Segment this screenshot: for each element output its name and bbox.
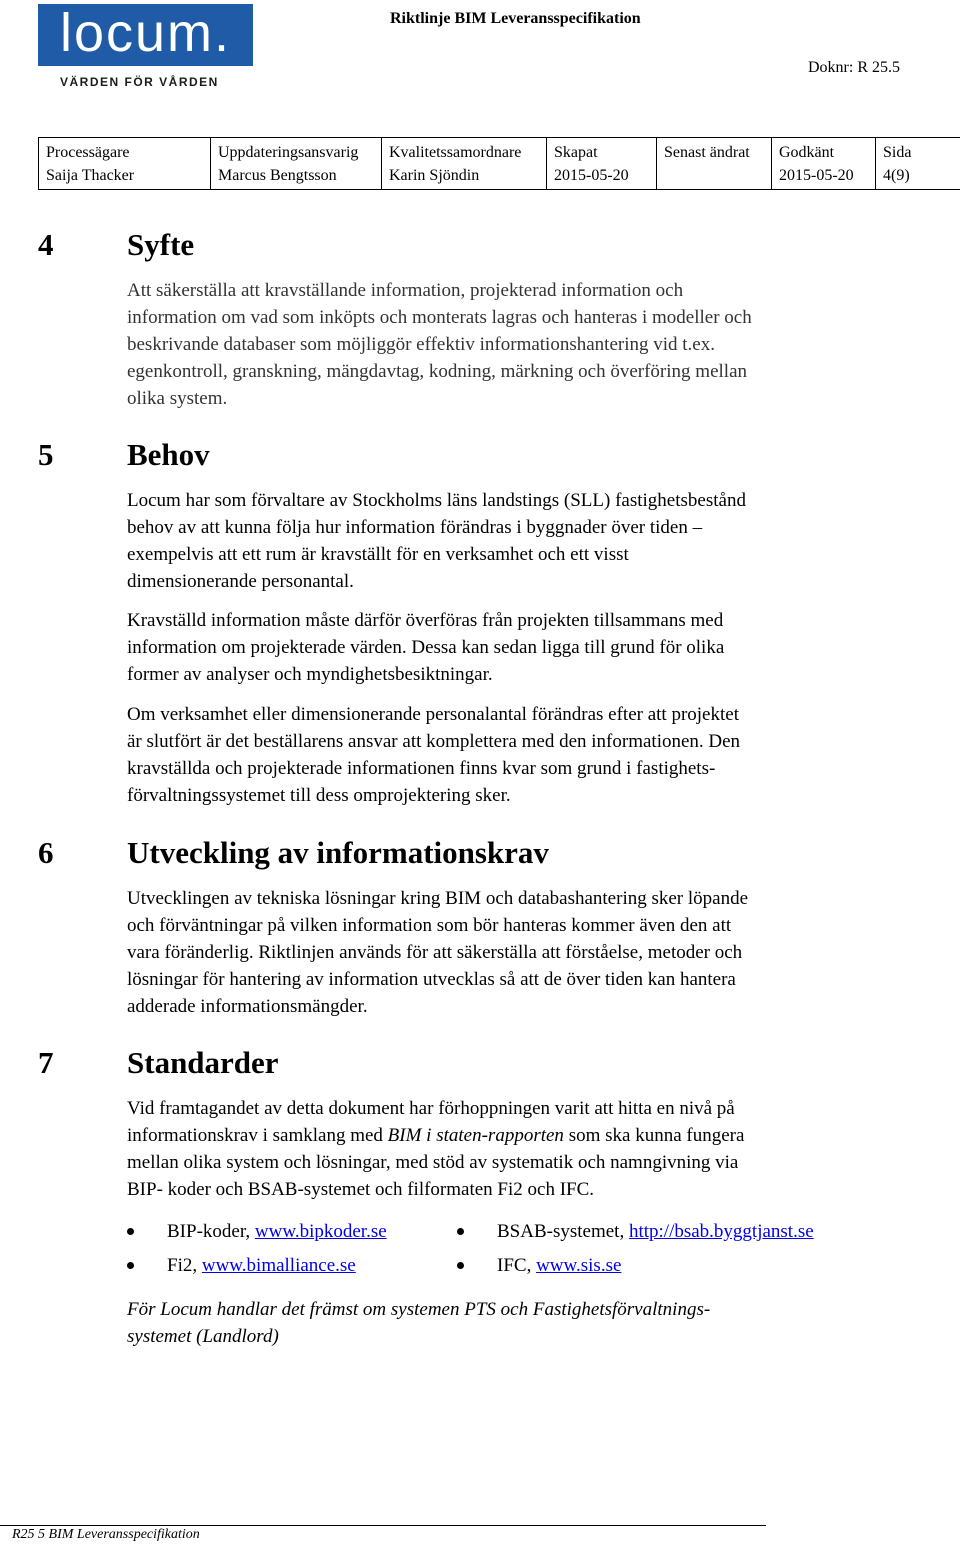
logo-tagline: VÄRDEN FÖR VÅRDEN [60,75,219,89]
metadata-label: Godkänt [779,144,835,161]
paragraph-line: och förväntningar på vilken information som bör hanteras kommer även den att [127,915,732,936]
metadata-label: Sida [883,144,912,161]
paragraph-line: är slutfört är det beställarens ansvar att komplettera med den informationen. Den [127,731,741,752]
paragraph-line: kravställda och projekterade informationen finns kvar som grund i fastighets- [127,758,716,779]
section-body-behov-p1 [127,487,927,595]
section-body-standarder [127,1095,927,1203]
paragraph-line: former av analyser och myndighetsbesiktningar. [127,664,493,685]
metadata-cell-processagare [39,138,211,190]
document-metadata-table [38,137,960,190]
section-heading-syfte [38,227,194,263]
bullet-label: BIP-koder, [167,1221,255,1242]
paragraph-line: Att säkerställa att kravställande information, projekterad information och [127,280,684,301]
metadata-value: Marcus Bengtsson [218,167,337,184]
text-run: som ska kunna fungera [563,1125,745,1146]
text-run: informationskrav i samklang med [127,1125,388,1146]
metadata-value: Karin Sjöndin [389,167,480,184]
section-body-syfte [127,277,927,412]
paragraph-line: systemet (Landlord) [127,1326,279,1347]
paragraph-line: adderade informationsmängder. [127,996,368,1017]
section-number: 5 [38,437,54,472]
link-bsab[interactable]: http://bsab.byggtjanst.se [628,1221,814,1242]
metadata-value [664,164,764,187]
paragraph-line: beskrivande databaser som möjliggör effektiv informationshantering vid t.ex. [127,334,715,355]
section-body-utveckling [127,885,927,1020]
metadata-label: Kvalitetssamordnare [389,144,522,161]
footer-text: R25 5 BIM Leveransspecifikation [12,1527,200,1542]
bullet-label: BSAB-systemet, [497,1221,629,1242]
section-heading-behov [38,437,210,473]
metadata-cell-senast-andrat [657,138,772,190]
section-heading-standarder [38,1045,279,1081]
document-title: Riktlinje BIM Leveransspecifikation [390,10,641,27]
paragraph-line: Om verksamhet eller dimensionerande personalantal förändras efter att projektet [127,704,739,725]
section-number: 4 [38,227,54,262]
link-bimalliance[interactable]: www.bimalliance.se [201,1255,356,1276]
paragraph-line: mellan olika system och lösningar, med stöd av systematik och namngivning via [127,1152,739,1173]
metadata-label: Skapat [554,144,598,161]
section-body-behov-p2 [127,607,927,688]
metadata-value: 2015-05-20 [779,167,854,184]
paragraph-line: exempelvis att ett rum är kravställt för en verksamhet och ett visst [127,544,629,565]
paragraph-line: dimensionerande personantal. [127,571,354,592]
logo-wordmark: locum. [59,3,232,63]
paragraph-line [127,1122,927,1149]
metadata-row [39,138,960,190]
metadata-cell-uppdateringsansvarig [211,138,382,190]
paragraph-line: information om vad som inköpts och monterats lagras och hanteras i modeller och [127,307,752,328]
metadata-value: 2015-05-20 [554,167,629,184]
section-number: 7 [38,1045,54,1080]
paragraph-line: information om projekterade värden. Dessa kan sedan ligga till grund för olika [127,637,725,658]
metadata-label: Processägare [46,144,130,161]
section-title: Utveckling av informationskrav [127,835,549,870]
paragraph-line: lösningar för hantering av information utvecklas så att de över tiden kan hantera [127,969,736,990]
paragraph-line: olika system. [127,388,228,409]
bullet-icon [127,1228,134,1235]
locum-systems-note [127,1296,927,1350]
paragraph-line: behov av att kunna följa hur information förändras i byggnader över tiden – [127,517,703,538]
section-title: Syfte [127,227,195,262]
paragraph-line: egenkontroll, granskning, mängdavtag, kodning, märkning och överföring mellan [127,361,747,382]
bullet-icon [457,1262,464,1269]
section-body-behov-p3 [127,701,927,809]
metadata-cell-godkant [772,138,876,190]
paragraph-line: vara föränderlig. Riktlinjen används för att säkerställa att förståelse, metoder och [127,942,743,963]
paragraph-line: Utvecklingen av tekniska lösningar kring BIM och databashantering sker löpande [127,888,749,909]
link-sis[interactable]: www.sis.se [536,1255,622,1276]
metadata-cell-kvalitetssamordnare [382,138,547,190]
bullet-label: Fi2, [167,1255,202,1276]
section-heading-utveckling [38,835,549,871]
paragraph-line: Vid framtagandet av detta dokument har förhoppningen varit att hitta en nivå på [127,1098,735,1119]
bullet-icon [457,1228,464,1235]
metadata-value: 4(9) [883,167,910,184]
bullet-icon [127,1262,134,1269]
section-number: 6 [38,835,54,870]
document-number: Doknr: R 25.5 [808,59,900,76]
metadata-value: Saija Thacker [46,167,135,184]
report-title-emphasis: BIM i staten-rapporten [387,1125,564,1146]
paragraph-line: Locum har som förvaltare av Stockholms läns landstings (SLL) fastighetsbestånd [127,490,746,511]
paragraph-line: Kravställd information måste därför överföras från projekten tillsammans med [127,610,724,631]
link-bipkoder[interactable]: www.bipkoder.se [254,1221,387,1242]
section-title: Behov [127,437,210,472]
paragraph-line: För Locum handlar det främst om systemen PTS och Fastighetsförvaltnings- [127,1299,711,1320]
locum-logo [38,4,253,92]
metadata-cell-sida [876,138,960,190]
section-title: Standarder [127,1045,279,1080]
metadata-label: Senast ändrat [664,144,750,161]
bullet-label: IFC, [497,1255,537,1276]
paragraph-line: BIP- koder och BSAB-systemet och filformaten Fi2 och IFC. [127,1179,595,1200]
footer-divider [0,1525,766,1526]
metadata-cell-skapat [547,138,657,190]
paragraph-line: förvaltningssystemet till dess omprojektering sker. [127,785,511,806]
metadata-label: Uppdateringsansvarig [218,144,359,161]
